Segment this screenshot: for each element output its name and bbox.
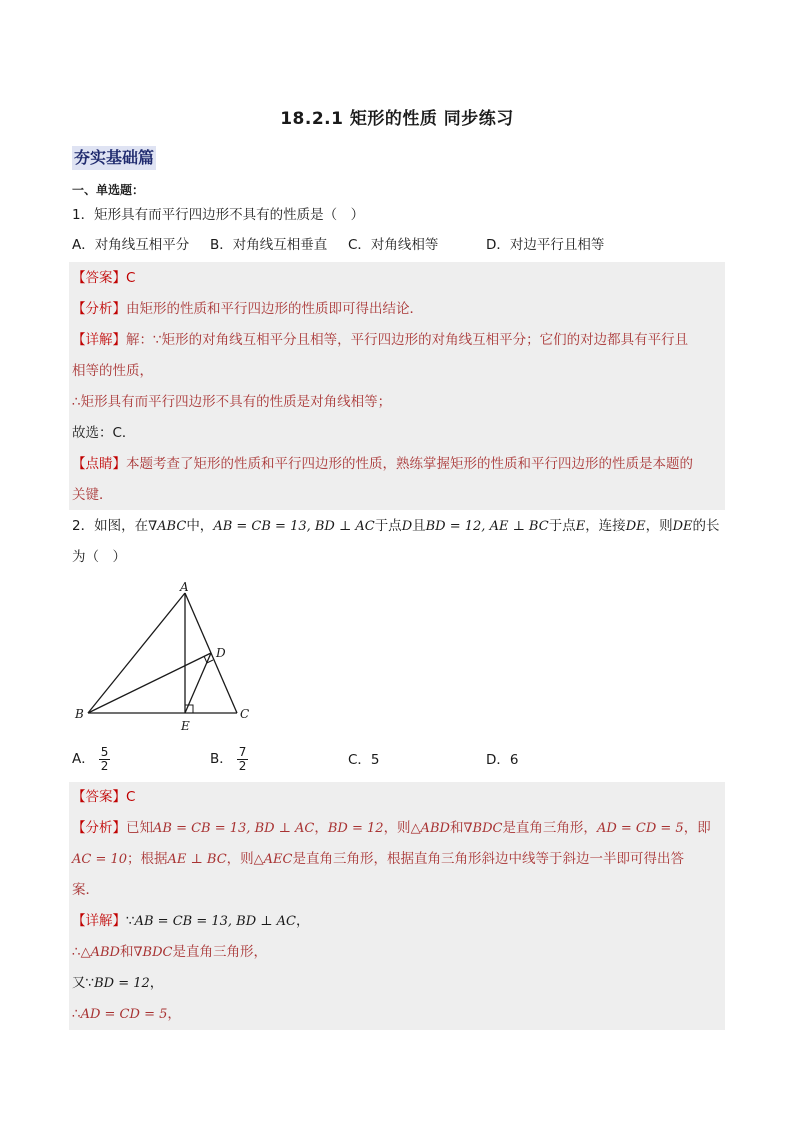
stem-math: BD = 12, AE ⊥ BC xyxy=(425,519,549,534)
detail-math: AD = CD = 5 xyxy=(80,1007,168,1022)
q1-option-c: C．对角线相等 xyxy=(348,237,439,253)
fraction xyxy=(99,746,111,773)
q1-detail-line-4: 故选：C． xyxy=(72,425,136,441)
detail-text: 又∵ xyxy=(72,975,95,991)
analysis-math: ∇BDC xyxy=(463,821,503,836)
detail-math: BD = 12 xyxy=(94,976,150,991)
stem-math: DE xyxy=(625,519,646,534)
stem-math: E xyxy=(575,519,586,534)
answer-tag: 【答案】 xyxy=(72,270,126,286)
q2-detail-line-2 xyxy=(72,942,267,963)
document-title: 18.2.1 矩形的性质 同步练习 xyxy=(280,109,514,129)
q2-analysis-line-3: 案． xyxy=(72,882,99,898)
q1-detail-line-2: 相等的性质， xyxy=(72,363,153,379)
question-2-stem-line-2: 为（ ） xyxy=(72,549,126,565)
triangle-figure xyxy=(70,580,260,740)
analysis-text: 已知 xyxy=(126,820,153,836)
fraction xyxy=(237,746,249,773)
analysis-text: ，即 xyxy=(683,820,711,836)
detail-text: ∴ xyxy=(72,944,81,960)
option-label: B． xyxy=(210,751,233,767)
q1-detail-line-3: ∴矩形具有而平行四边形不具有的性质是对角线相等； xyxy=(72,394,392,410)
section-heading: 夯实基础篇 xyxy=(72,146,156,170)
q2-option-a xyxy=(72,744,110,774)
side-ab xyxy=(88,593,185,713)
detail-math: AB = CB = 13, BD ⊥ AC xyxy=(134,914,296,929)
analysis-math: AC = 10 xyxy=(72,852,128,867)
detail-text: ， xyxy=(149,975,164,991)
analysis-text: 由矩形的性质和平行四边形的性质即可得出结论． xyxy=(126,301,423,317)
part-heading: 一、单选题： xyxy=(72,183,145,197)
q2-answer xyxy=(72,787,135,807)
detail-text: ∴ xyxy=(72,1006,81,1022)
detail-text: 和 xyxy=(119,944,134,960)
analysis-text: ，则 xyxy=(383,820,411,836)
stem-text: 于点 xyxy=(548,518,576,534)
analysis-text: ，则 xyxy=(226,851,254,867)
detail-text: 解：∵矩形的对角线互相平分且相等，平行四边形的对角线互相平分；它们的对边都具有平行且 xyxy=(126,332,689,348)
detail-tag: 【详解】 xyxy=(72,332,126,348)
q2-detail-line-1 xyxy=(72,911,309,932)
label-c: C xyxy=(240,707,250,721)
analysis-text: 是直角三角形， xyxy=(502,820,597,836)
q1-comment-line-1 xyxy=(72,454,693,474)
q1-option-a: A．对角线互相平分 xyxy=(72,237,190,253)
analysis-math: AE ⊥ BC xyxy=(167,852,227,867)
detail-text: ∵ xyxy=(126,913,135,929)
q1-detail-line-1 xyxy=(72,330,688,350)
analysis-math: △AEC xyxy=(253,852,293,867)
analysis-math: AD = CD = 5 xyxy=(596,821,684,836)
numerator: 7 xyxy=(238,744,247,759)
stem-math: AB = CB = 13, BD ⊥ AC xyxy=(213,519,375,534)
q2-detail-line-3 xyxy=(72,973,163,994)
analysis-tag: 【分析】 xyxy=(72,820,126,836)
stem-text: 于点 xyxy=(374,518,402,534)
analysis-tag: 【分析】 xyxy=(72,301,126,317)
q2-analysis-line-2 xyxy=(72,849,684,870)
q1-comment-line-2: 关键． xyxy=(72,487,113,503)
answer-value: C xyxy=(126,270,136,286)
denominator: 2 xyxy=(100,758,109,773)
stem-math: DE xyxy=(672,519,693,534)
stem-text: ，连接 xyxy=(585,518,626,534)
q1-option-d: D．对边平行且相等 xyxy=(486,237,605,253)
q2-detail-line-4 xyxy=(72,1004,181,1025)
detail-text: ， xyxy=(295,913,310,929)
detail-math: ∇BDC xyxy=(133,945,173,960)
option-label: A． xyxy=(72,751,95,767)
stem-text: 且 xyxy=(412,518,426,534)
q1-option-b: B．对角线互相垂直 xyxy=(210,237,328,253)
stem-text: 的长 xyxy=(692,518,720,534)
analysis-math: BD = 12 xyxy=(327,821,384,836)
detail-math: △ABD xyxy=(80,945,120,960)
stem-text: 中， xyxy=(186,518,214,534)
detail-tag: 【详解】 xyxy=(72,913,126,929)
stem-text: 2．如图，在 xyxy=(72,518,149,534)
q2-option-b xyxy=(210,744,248,774)
denominator: 2 xyxy=(238,758,247,773)
numerator: 5 xyxy=(100,744,109,759)
analysis-text: 是直角三角形，根据直角三角形斜边中线等于斜边一半即可得出答 xyxy=(292,851,684,867)
stem-text: ，则 xyxy=(645,518,673,534)
label-e: E xyxy=(181,719,190,733)
analysis-text: ；根据 xyxy=(127,851,168,867)
q2-option-c: C．5 xyxy=(348,752,380,768)
segment-bd xyxy=(88,653,211,713)
answer-value: C xyxy=(126,789,136,805)
label-a: A xyxy=(180,580,189,594)
label-b: B xyxy=(75,707,84,721)
answer-tag: 【答案】 xyxy=(72,789,126,805)
comment-tag: 【点睛】 xyxy=(72,456,126,472)
analysis-text: 和 xyxy=(449,820,464,836)
comment-text: 本题考查了矩形的性质和平行四边形的性质，熟练掌握矩形的性质和平行四边形的性质是本题的 xyxy=(126,456,693,472)
q1-answer xyxy=(72,268,135,288)
q2-option-d: D．6 xyxy=(486,752,519,768)
q2-analysis-line-1 xyxy=(72,818,711,839)
detail-text: ， xyxy=(167,1006,181,1022)
label-d: D xyxy=(216,646,226,660)
question-1-stem: 1．矩形具有而平行四边形不具有的性质是（ ） xyxy=(72,207,365,223)
question-2-stem xyxy=(72,516,720,537)
stem-math: ∇ABC xyxy=(148,519,187,534)
q1-analysis xyxy=(72,299,423,319)
analysis-math: AB = CB = 13, BD ⊥ AC xyxy=(153,821,315,836)
detail-text: 是直角三角形， xyxy=(172,944,267,960)
stem-math: D xyxy=(401,519,413,534)
analysis-math: △ABD xyxy=(410,821,450,836)
analysis-text: ， xyxy=(314,820,328,836)
